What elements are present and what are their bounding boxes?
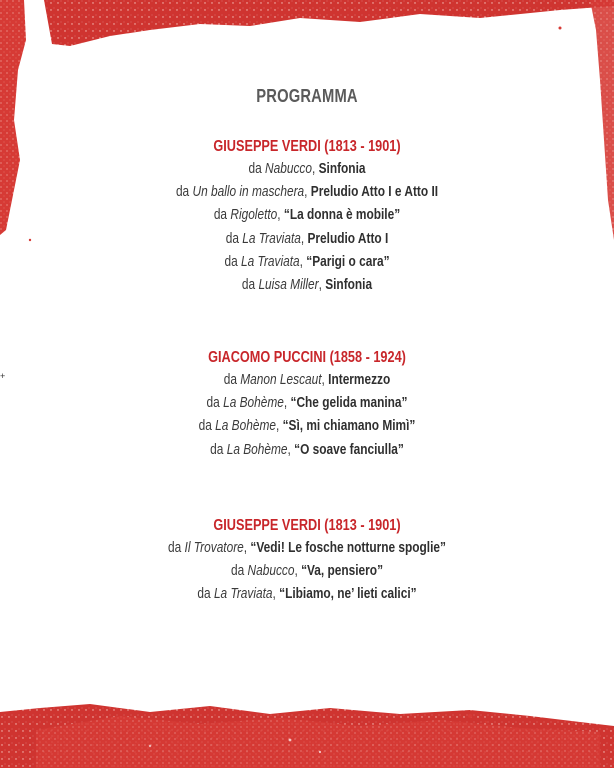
program-item: da La Traviata, “Libiamo, ne’ lieti calici” <box>197 586 417 603</box>
program-section-puccini <box>0 346 614 462</box>
program-item: da Il Trovatore, “Vedi! Le fosche notturne spoglie” <box>168 540 446 556</box>
program-item: da La Bohème, “O soave fanciulla” <box>210 441 404 458</box>
paint-stroke-top <box>44 0 614 46</box>
composer-heading: GIUSEPPE VERDI (1813 - 1901) <box>213 138 401 155</box>
program-item: da La Bohème, “Che gelida manina” <box>206 395 408 412</box>
program-item: da Manon Lescaut, Intermezzo <box>223 372 391 388</box>
crop-mark: + <box>0 371 6 381</box>
program-item: da La Bohème, “Sì, mi chiamano Mimì” <box>198 418 416 435</box>
program-section-verdi-1 <box>0 135 614 297</box>
program-item: da Nabucco, Sinfonia <box>248 161 366 177</box>
program-item: da Luisa Miller, Sinfonia <box>241 277 373 294</box>
program-item: da Un ballo in maschera, Preludio Atto I e Atto II <box>175 184 439 201</box>
program-item: da La Traviata, “Parigi o cara” <box>224 253 390 270</box>
program-item: da La Traviata, Preludio Atto I <box>225 230 389 247</box>
composer-heading: GIUSEPPE VERDI (1813 - 1901) <box>213 517 401 534</box>
page-title: PROGRAMMA <box>256 86 358 106</box>
program-item: da Rigoletto, “La donna è mobile” <box>213 207 401 224</box>
program-item: da Nabucco, “Va, pensiero” <box>230 563 384 580</box>
program-section-verdi-2 <box>0 514 614 607</box>
composer-heading: GIACOMO PUCCINI (1858 - 1924) <box>208 349 406 366</box>
